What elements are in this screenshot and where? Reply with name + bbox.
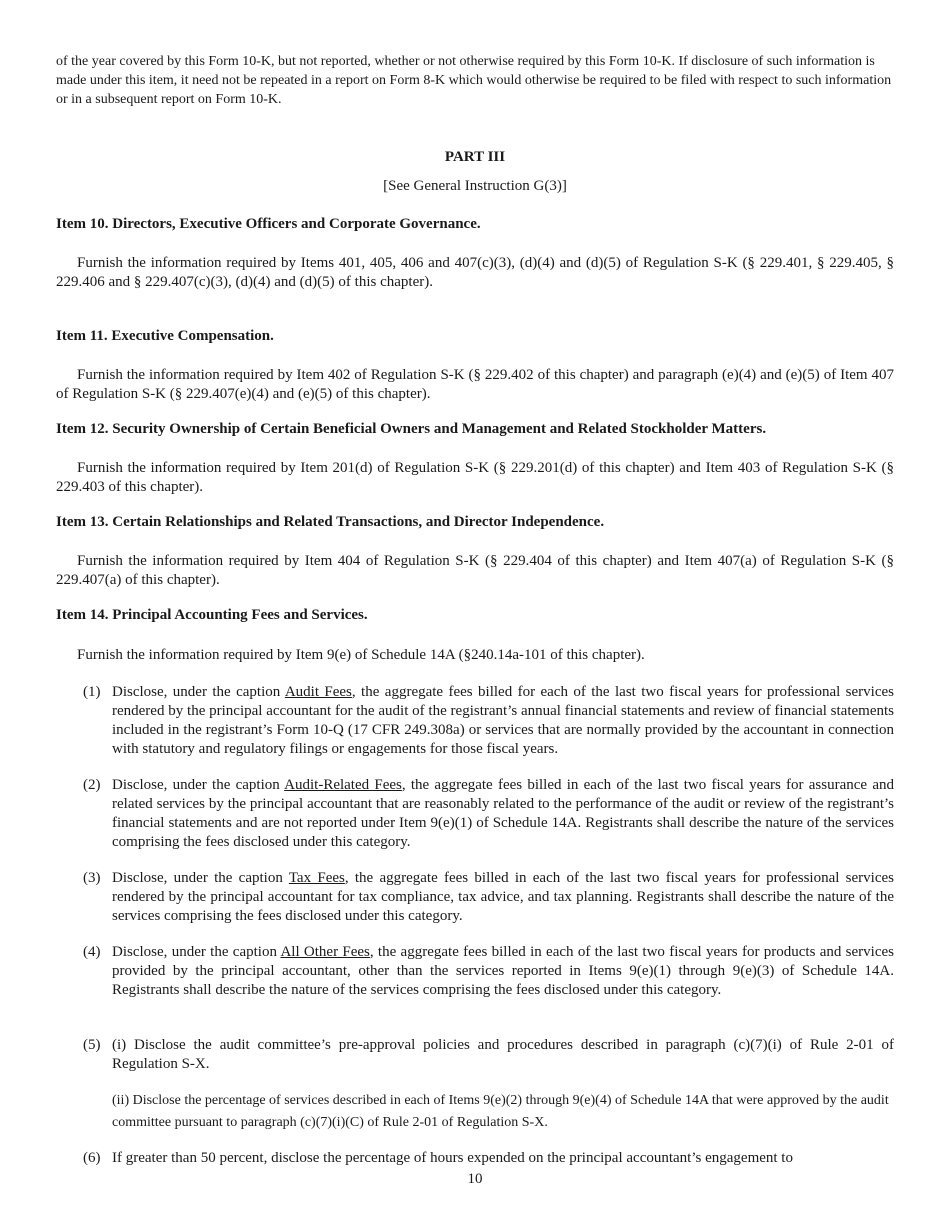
caption-audit-fees: Audit Fees: [284, 684, 352, 700]
document-page: [56, 52, 894, 1166]
list-item-3: [56, 869, 894, 926]
list-item-text: (i) Disclose the audit committee’s pre-approval policies and procedures described in paragraph (c)(7)(i) of Rule 2-01 of Regulation S-X.: [112, 1037, 894, 1072]
item-12-text: Furnish the information required by Item 201(d) of Regulation S-K (§ 229.201(d) of this chapter) and Item 403 of Regulation S-K (§ 229.403 of this chapter).: [56, 460, 894, 495]
list-item-number: (1): [83, 684, 101, 700]
item-14-text: Furnish the information required by Item 9(e) of Schedule 14A (§240.14a-101 of this chapter).: [77, 647, 645, 663]
list-item-number: (4): [83, 944, 101, 960]
caption-audit-related-fees: Audit-Related Fees: [284, 777, 402, 793]
item-12-heading: Item 12. Security Ownership of Certain Beneficial Owners and Management and Related Stockholder Matters.: [56, 421, 767, 437]
list-item-number: (3): [83, 870, 101, 886]
list-item-text: If greater than 50 percent, disclose the percentage of hours expended on the principal accountant’s engagement to: [112, 1150, 793, 1166]
list-item-4: [56, 943, 894, 1000]
list-item-5-sub: [56, 1090, 894, 1134]
intro-paragraph: of the year covered by this Form 10-K, but not reported, whether or not otherwise required by this Form 10-K. If disclosure of such information is made under this item, it need not be repeated in a report on Form 8-K which would otherwise be required to be filed with respect to such information or in a subsequent report on Form 10-K.: [56, 54, 892, 107]
list-item-text: Disclose, under the caption Audit-Related Fees, the aggregate fees billed in each of the last two fiscal years for assurance and related services by the principal accountant that are reasonably related to the performance of the audit or review of the registrant’s financial statements and are not reported under Item 9(e)(1) of Schedule 14A. Registrants shall describe the nature of the services comprising the fees disclosed under this category.: [112, 777, 894, 850]
list-item-number: (2): [83, 777, 101, 793]
item-14-heading: Item 14. Principal Accounting Fees and Services.: [56, 607, 368, 623]
list-item-5: [56, 1036, 894, 1074]
list-item-text: Disclose, under the caption Tax Fees, the aggregate fees billed in each of the last two fiscal years for professional services rendered by the principal accountant for tax compliance, tax advice, and tax planning. Registrants shall describe the nature of the services comprising the fees disclosed under this category.: [112, 870, 894, 924]
list-item-1: [56, 683, 894, 759]
item-13-heading: Item 13. Certain Relationships and Related Transactions, and Director Independence.: [56, 514, 605, 530]
item-13-text: Furnish the information required by Item 404 of Regulation S-K (§ 229.404 of this chapter) and Item 407(a) of Regulation S-K (§ 229.407(a) of this chapter).: [56, 553, 894, 588]
list-item-number: (6): [83, 1150, 101, 1166]
page-number: 10: [467, 1171, 483, 1187]
item-11-text: Furnish the information required by Item 402 of Regulation S-K (§ 229.402 of this chapter) and paragraph (e)(4) and (e)(5) of Item 407 of Regulation S-K (§ 229.407(e)(4) and (e)(5) of this chapter).: [56, 367, 894, 402]
caption-tax-fees: Tax Fees: [288, 870, 345, 886]
list-item-text: Disclose, under the caption All Other Fees, the aggregate fees billed in each of the last two fiscal years for products and services provided by the principal accountant, other than the services reported in Items 9(e)(1) through 9(e)(3) of Schedule 14A. Registrants shall describe the nature of the services comprising the fees disclosed under this category.: [112, 944, 894, 998]
item-11-heading: Item 11. Executive Compensation.: [56, 328, 274, 344]
list-item-number: (5): [83, 1037, 101, 1053]
list-item-6: [56, 1149, 894, 1168]
item-10-text: Furnish the information required by Items 401, 405, 406 and 407(c)(3), (d)(4) and (d)(5) of Regulation S-K (§ 229.401, § 229.405, § 229.406 and § 229.407(c)(3), (d)(4) and (d)(5) of this chapter).: [56, 255, 894, 290]
list-item-subtext: (ii) Disclose the percentage of services described in each of Items 9(e)(2) through 9(e)(4) of Schedule 14A that were approved by the audit committee pursuant to paragraph (c)(7)(i)(C) of Rule 2-01 of Regulation S-X.: [112, 1093, 889, 1130]
list-item-text: Disclose, under the caption Audit Fees, the aggregate fees billed for each of the last two fiscal years for professional services rendered by the principal accountant for the audit of the registrant’s annual financial statements and review of financial statements included in the registrant’s Form 10-Q (17 CFR 249.308a) or services that are normally provided by the accountant in connection with statutory and regulatory filings or engagements for those fiscal years.: [112, 684, 894, 757]
part-subtitle: [See General Instruction G(3)]: [383, 178, 567, 194]
list-item-2: [56, 776, 894, 852]
item-10-heading: Item 10. Directors, Executive Officers and Corporate Governance.: [56, 216, 481, 232]
caption-all-other-fees: All Other Fees: [280, 944, 370, 960]
part-title: PART III: [444, 149, 506, 165]
